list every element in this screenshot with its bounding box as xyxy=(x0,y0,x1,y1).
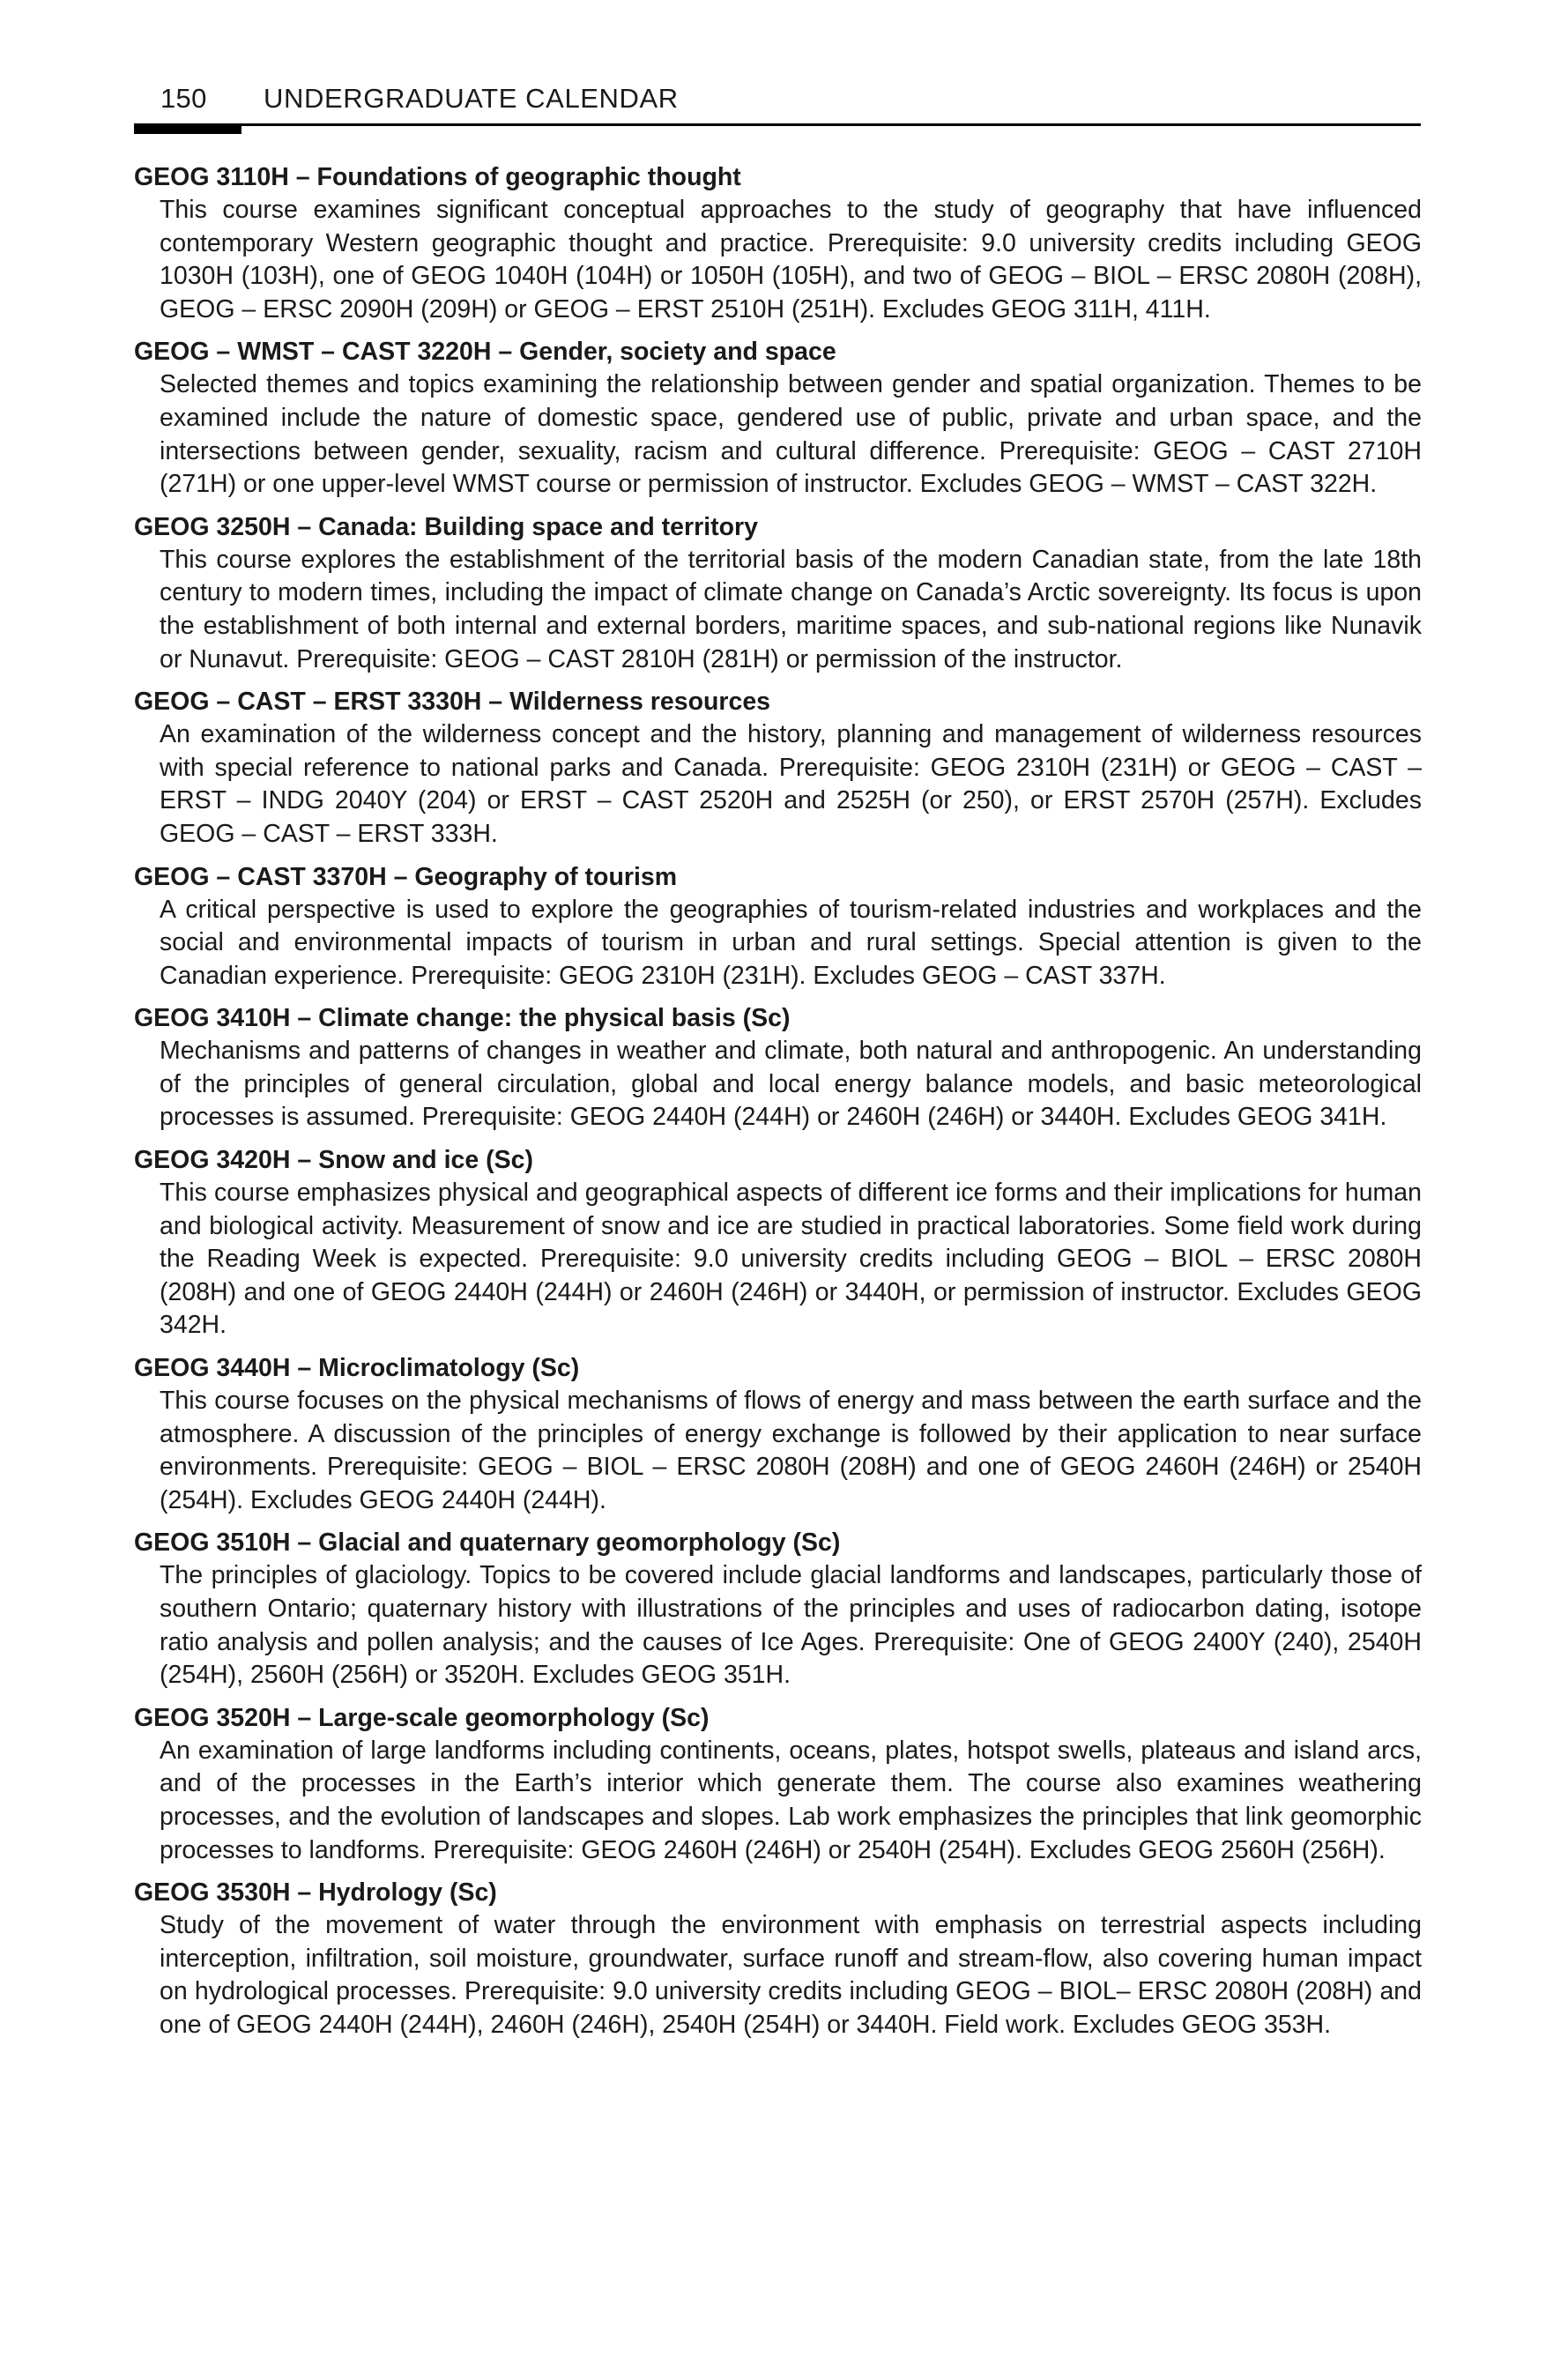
course-title: GEOG 3110H – Foundations of geographic thought xyxy=(134,163,741,191)
course-title: GEOG 3410H – Climate change: the physical basis (Sc) xyxy=(134,1004,791,1033)
course-title: GEOG 3530H – Hydrology (Sc) xyxy=(134,1878,497,1908)
course-entry xyxy=(134,1526,1421,1692)
course-entry xyxy=(134,1701,1421,1867)
header-rule xyxy=(134,123,1421,126)
course-entry xyxy=(134,685,1421,851)
course-description: A critical perspective is used to explore the geographies of tourism-related industries and workplaces and the social and environmental impacts of tourism in urban and rural settings. Special attention is given to the Canadian experience. Prerequisite: GEOG 2310H (231H). Excludes GEOG – CAST 337H. xyxy=(160,895,1422,990)
page-number: 150 xyxy=(160,83,207,114)
course-description: Selected themes and topics examining the relationship between gender and spatial organization. Themes to be examined include the nature of domestic space, gendered use of public, private and urban space, and the intersections between gender, sexuality, racism and cultural difference. Prerequisite: GEOG – CAST 2710H (271H) or one upper-level WMST course or permission of instructor. Excludes GEOG – WMST – CAST 322H. xyxy=(160,370,1422,499)
course-entry xyxy=(134,1143,1421,1342)
course-title: GEOG 3510H – Glacial and quaternary geomorphology (Sc) xyxy=(134,1528,841,1558)
course-title: GEOG 3420H – Snow and ice (Sc) xyxy=(134,1146,533,1175)
course-title: GEOG – WMST – CAST 3220H – Gender, society and space xyxy=(134,338,836,367)
course-description: Study of the movement of water through the environment with emphasis on terrestrial aspects including interception, infiltration, soil moisture, groundwater, surface runoff and stream-flow, also covering human impact on hydrological processes. Prerequisite: 9.0 university credits including GEOG – BIOL– ERSC 2080H (208H) and one of GEOG 2440H (244H), 2460H (246H), 2540H (254H) or 3440H. Field work. Excludes GEOG 353H. xyxy=(160,1911,1422,2039)
course-title: GEOG – CAST – ERST 3330H – Wilderness resources xyxy=(134,688,771,717)
course-list xyxy=(134,160,1421,2051)
course-description: The principles of glaciology. Topics to be covered include glacial landforms and landscapes, particularly those of southern Ontario; quaternary history with illustrations of the principles and uses of radiocarbon dating, isotope ratio analysis and pollen analysis; and the causes of Ice Ages. Prerequisite: One of GEOG 2400Y (240), 2540H (254H), 2560H (256H) or 3520H. Excludes GEOG 351H. xyxy=(160,1561,1422,1690)
course-entry xyxy=(134,335,1421,501)
course-entry xyxy=(134,1351,1421,1517)
course-title: GEOG 3440H – Microclimatology (Sc) xyxy=(134,1354,580,1383)
course-description: This course emphasizes physical and geographical aspects of different ice forms and their implications for human and biological activity. Measurement of snow and ice are studied in practical laboratories. Some field work during the Reading Week is expected. Prerequisite: 9.0 university credits including GEOG – BIOL – ERSC 2080H (208H) and one of GEOG 2440H (244H) or 2460H (246H) or 3440H, or permission of instructor. Excludes GEOG 342H. xyxy=(160,1179,1422,1340)
course-description: Mechanisms and patterns of changes in weather and climate, both natural and anthropogenic. An understanding of the principles of general circulation, global and local energy balance models, and basic meteorological processes is assumed. Prerequisite: GEOG 2440H (244H) or 2460H (246H) or 3440H. Excludes GEOG 341H. xyxy=(160,1037,1422,1132)
page-header xyxy=(134,78,1421,130)
course-entry xyxy=(134,1001,1421,1134)
course-title: GEOG – CAST 3370H – Geography of tourism xyxy=(134,862,678,891)
course-title: GEOG 3250H – Canada: Building space and territory xyxy=(134,512,758,541)
course-description: This course explores the establishment of the territorial basis of the modern Canadian state, from the late 18th century to modern times, including the impact of climate change on Canada’s Arctic sovereignty. Its focus is upon the establishment of both internal and external borders, maritime spaces, and sub-national regions like Nunavik or Nunavut. Prerequisite: GEOG – CAST 2810H (281H) or permission of the instructor. xyxy=(160,545,1422,673)
running-title: UNDERGRADUATE CALENDAR xyxy=(264,83,679,114)
course-description: This course examines significant conceptual approaches to the study of geography that have influenced contemporary Western geographic thought and practice. Prerequisite: 9.0 university credits including GEOG 1030H (103H), one of GEOG 1040H (104H) or 1050H (105H), and two of GEOG – BIOL – ERSC 2080H (208H), GEOG – ERSC 2090H (209H) or GEOG – ERST 2510H (251H). Excludes GEOG 311H, 411H. xyxy=(160,196,1422,324)
course-entry xyxy=(134,860,1421,993)
course-description: An examination of the wilderness concept and the history, planning and management of wilderness resources with special reference to national parks and Canada. Prerequisite: GEOG 2310H (231H) or GEOG – CAST – ERST – INDG 2040Y (204) or ERST – CAST 2520H and 2525H (or 250), or ERST 2570H (257H). Excludes GEOG – CAST – ERST 333H. xyxy=(160,720,1422,848)
header-tab-bar xyxy=(134,123,241,134)
course-description: An examination of large landforms including continents, oceans, plates, hotspot swells, plateaus and island arcs, and of the processes in the Earth’s interior which generate them. The course also examines weathering processes, and the evolution of landscapes and slopes. Lab work emphasizes the principles that link geomorphic processes to landforms. Prerequisite: GEOG 2460H (246H) or 2540H (254H). Excludes GEOG 2560H (256H). xyxy=(160,1736,1422,1864)
course-entry xyxy=(134,160,1421,326)
course-entry xyxy=(134,1876,1421,2042)
course-entry xyxy=(134,510,1421,676)
course-description: This course focuses on the physical mechanisms of flows of energy and mass between the earth surface and the atmosphere. A discussion of the principles of energy exchange is followed by their application to near surface environments. Prerequisite: GEOG – BIOL – ERSC 2080H (208H) and one of GEOG 2460H (246H) or 2540H (254H). Excludes GEOG 2440H (244H). xyxy=(160,1387,1422,1514)
course-title: GEOG 3520H – Large-scale geomorphology (Sc) xyxy=(134,1703,710,1732)
